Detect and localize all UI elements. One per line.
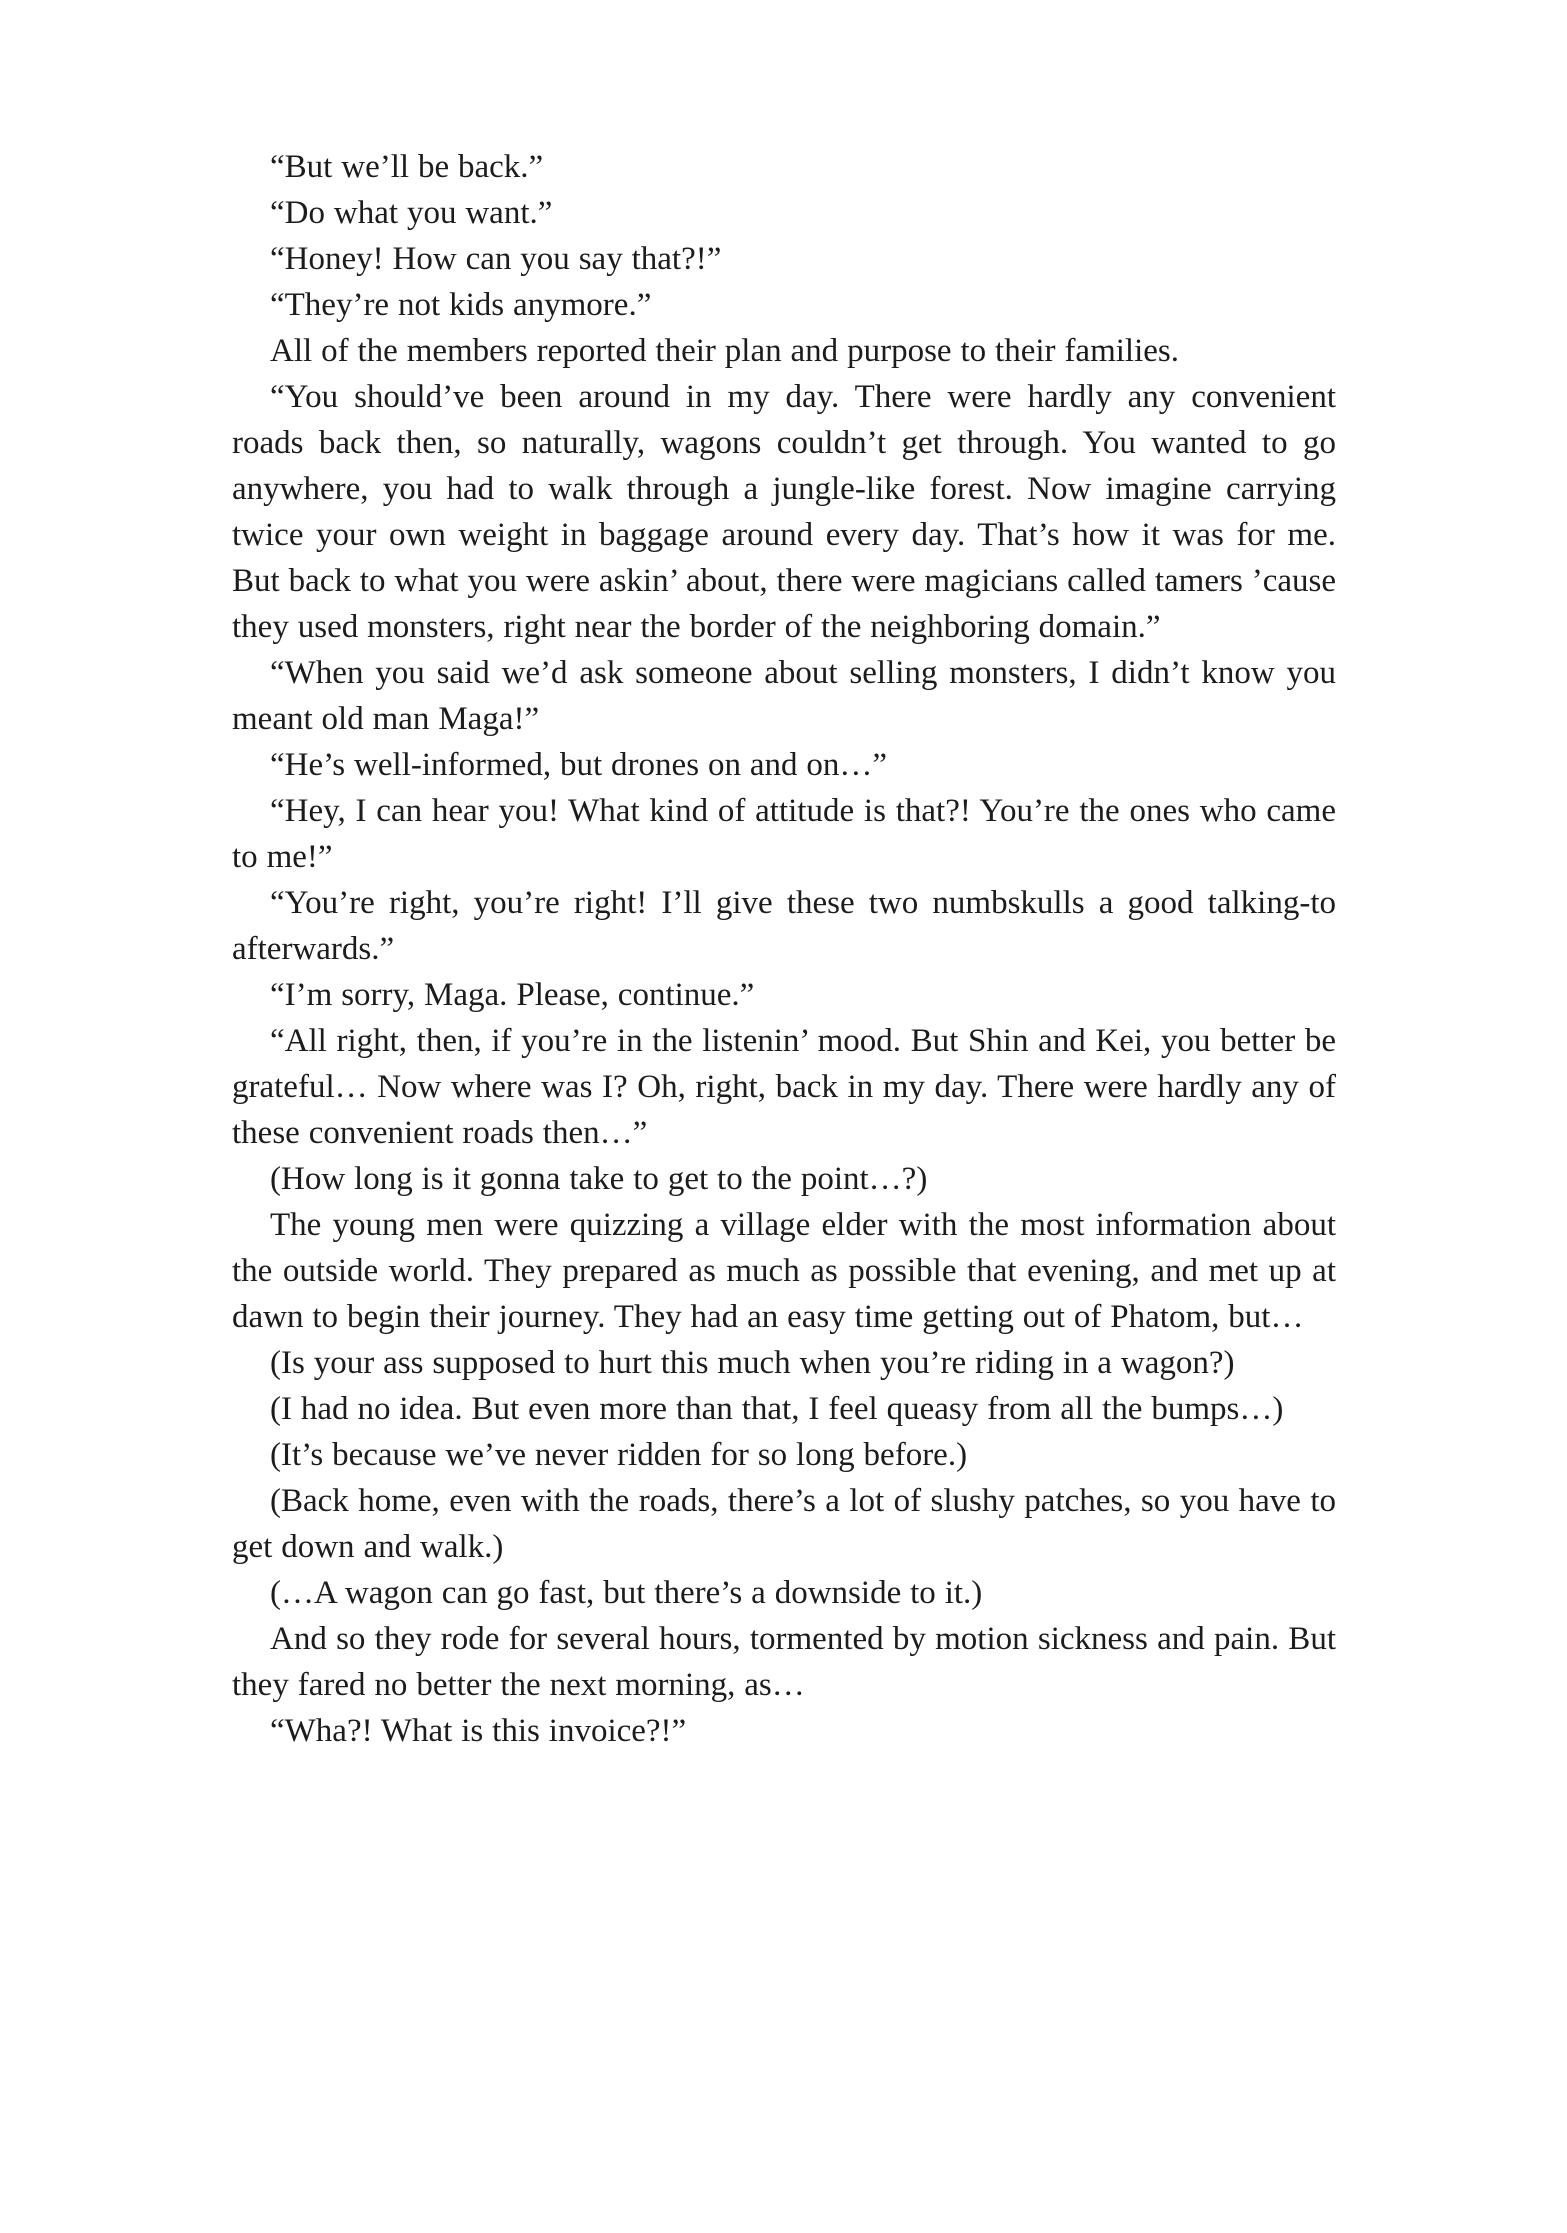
paragraph: “I’m sorry, Maga. Please, continue.” (270, 977, 755, 1013)
paragraph: “But we’ll be back.” (270, 149, 544, 185)
paragraph: “Wha?! What is this invoice?!” (270, 1713, 687, 1749)
paragraph: “Honey! How can you say that?!” (270, 241, 722, 277)
paragraph: “Do what you want.” (270, 195, 553, 231)
paragraph: (Is your ass supposed to hurt this much when you’re riding in a wagon?) (270, 1345, 1235, 1381)
paragraph: (It’s because we’ve never ridden for so long before.) (270, 1437, 968, 1473)
paragraph: (How long is it gonna take to get to the point…?) (270, 1161, 928, 1197)
paragraph: “All right, then, if you’re in the listenin’ mood. But Shin and Kei, you better be grateful… Now where was I? Oh, right, back in my day. There were hardly any of these convenient roads then…” (232, 1023, 1336, 1151)
paragraph: (Back home, even with the roads, there’s a lot of slushy patches, so you have to get down and walk.) (232, 1483, 1336, 1565)
paragraph: (…A wagon can go fast, but there’s a downside to it.) (270, 1575, 983, 1611)
paragraph: “Hey, I can hear you! What kind of attitude is that?! You’re the ones who came to me!” (232, 793, 1336, 875)
paragraph: “You’re right, you’re right! I’ll give these two numbskulls a good talking-to afterwards.” (232, 885, 1336, 967)
paragraph: “You should’ve been around in my day. There were hardly any convenient roads back then, so naturally, wagons couldn’t get through. You wanted to go anywhere, you had to walk through a jungle-like forest. Now imagine carrying twice your own weight in baggage around every day. That’s how it was for me. But back to what you were askin’ about, there were magicians called tamers ’cause they used monsters, right near the border of the neighboring domain.” (232, 379, 1336, 645)
paragraph: (I had no idea. But even more than that, I feel queasy from all the bumps…) (270, 1391, 1284, 1427)
paragraph: “When you said we’d ask someone about selling monsters, I didn’t know you meant old man Maga!” (232, 655, 1336, 737)
paragraph: “They’re not kids anymore.” (270, 287, 652, 323)
paragraph: And so they rode for several hours, tormented by motion sickness and pain. But they fared no better the next morning, as… (232, 1621, 1336, 1703)
paragraph: The young men were quizzing a village elder with the most information about the outside world. They prepared as much as possible that evening, and met up at dawn to begin their journey. They had an easy time getting out of Phatom, but… (232, 1207, 1336, 1335)
paragraph: “He’s well-informed, but drones on and on…” (270, 747, 888, 783)
paragraph: All of the members reported their plan and purpose to their families. (270, 333, 1179, 369)
